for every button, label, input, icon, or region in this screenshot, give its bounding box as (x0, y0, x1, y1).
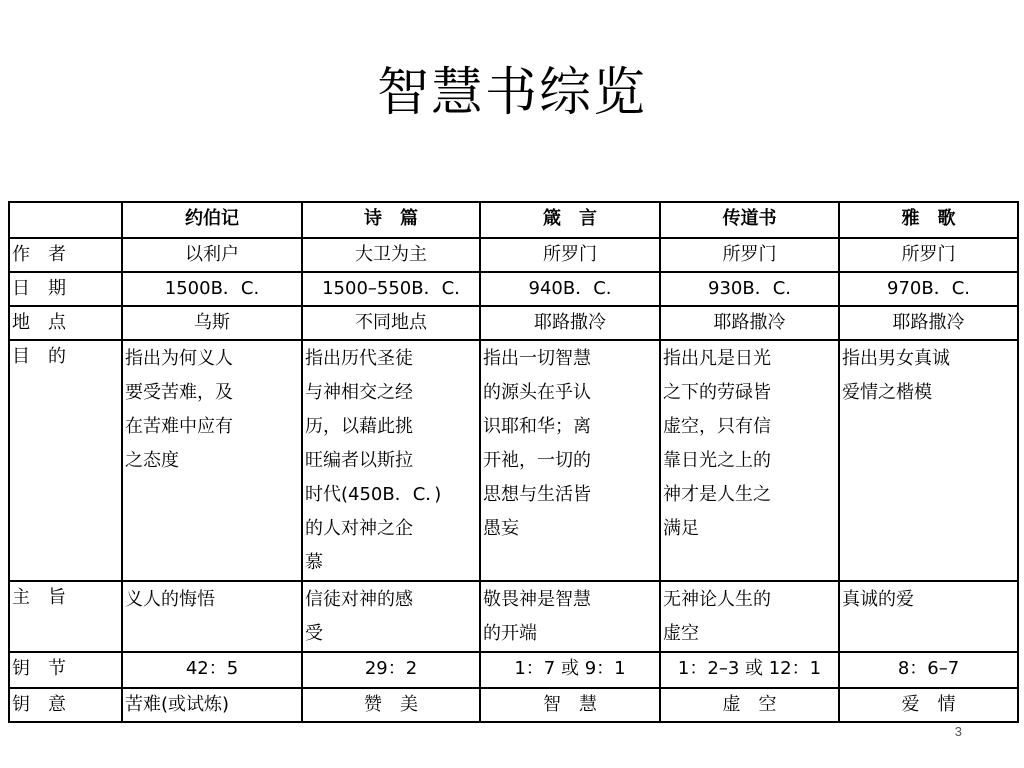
cell-text: 指出历代圣徒 与神相交之经 历，以藉此挑 旺编者以斯拉 时代(450B．C．) 的人对神之企 慕 (305, 348, 442, 573)
table-cell (660, 340, 839, 581)
table-cell (839, 581, 1018, 652)
row-label-place: 地 点 (9, 306, 122, 340)
table-cell (122, 340, 302, 581)
table-cell: 耶路撒冷 (660, 306, 839, 340)
table-cell: 耶路撒冷 (480, 306, 660, 340)
table-cell: 爱 情 (839, 688, 1018, 722)
row-label-purpose: 目 的 (9, 340, 122, 581)
cell-text: 指出男女真诚 爱情之楷模 (842, 348, 950, 403)
cell-text: 信徒对神的感 受 (305, 589, 413, 644)
table-header-row (9, 202, 1018, 238)
row-label-author: 作 者 (9, 238, 122, 272)
slide-title: 智慧书综览 (376, 63, 647, 123)
table-row-date (9, 272, 1018, 306)
cell-text: 敬畏神是智慧 的开端 (483, 589, 591, 644)
row-label-key-idea: 钥 意 (9, 688, 122, 722)
table-row-key-verse (9, 652, 1018, 688)
header-psalms: 诗 篇 (302, 202, 480, 238)
table-cell (480, 581, 660, 652)
table-cell: 苦难(或试炼) (122, 688, 302, 722)
table-cell: 930B．C. (660, 272, 839, 306)
row-label-key-verse: 钥 节 (9, 652, 122, 688)
table-cell: 以利户 (122, 238, 302, 272)
table-cell (302, 340, 480, 581)
table-cell (480, 340, 660, 581)
table-cell: 大卫为主 (302, 238, 480, 272)
table-row-theme (9, 581, 1018, 652)
table-cell: 29：2 (302, 652, 480, 688)
wisdom-books-table (8, 201, 1019, 723)
table-cell: 不同地点 (302, 306, 480, 340)
header-corner-cell (9, 202, 122, 238)
table-cell: 耶路撒冷 (839, 306, 1018, 340)
table-cell (839, 340, 1018, 581)
table-cell (302, 581, 480, 652)
table-cell: 42：5 (122, 652, 302, 688)
cell-text: 指出为何义人 要受苦难，及 在苦难中应有 之态度 (125, 348, 233, 471)
cell-text: 真诚的爱 (842, 589, 914, 610)
cell-text: 指出凡是日光 之下的劳碌皆 虚空，只有信 靠日光之上的 神才是人生之 满足 (663, 348, 771, 539)
table-cell: 940B．C. (480, 272, 660, 306)
table-cell: 赞 美 (302, 688, 480, 722)
header-ecclesiastes: 传道书 (660, 202, 839, 238)
table-cell: 970B．C. (839, 272, 1018, 306)
cell-text: 指出一切智慧 的源头在乎认 识耶和华；离 开祂，一切的 思想与生活皆 愚妄 (483, 348, 591, 539)
row-label-theme: 主 旨 (9, 581, 122, 652)
table-cell: 1500–550B．C. (302, 272, 480, 306)
table-cell (122, 581, 302, 652)
table-cell: 乌斯 (122, 306, 302, 340)
table-cell: 所罗门 (660, 238, 839, 272)
table-cell: 8：6–7 (839, 652, 1018, 688)
header-song-of-songs: 雅 歌 (839, 202, 1018, 238)
cell-text: 义人的悔悟 (125, 589, 215, 610)
table-row-key-idea (9, 688, 1018, 722)
table-cell: 1：7 或 9：1 (480, 652, 660, 688)
cell-text: 无神论人生的 虚空 (663, 589, 771, 644)
table-cell (660, 581, 839, 652)
table-row-purpose (9, 340, 1018, 581)
page-number: 3 (954, 724, 962, 739)
table-cell: 1：2–3 或 12：1 (660, 652, 839, 688)
row-label-date: 日 期 (9, 272, 122, 306)
table-row-author (9, 238, 1018, 272)
header-job: 约伯记 (122, 202, 302, 238)
table-cell: 1500B．C. (122, 272, 302, 306)
table-cell: 虚 空 (660, 688, 839, 722)
table-cell: 所罗门 (839, 238, 1018, 272)
table-row-place (9, 306, 1018, 340)
table-cell: 所罗门 (480, 238, 660, 272)
header-proverbs: 箴 言 (480, 202, 660, 238)
table-cell: 智 慧 (480, 688, 660, 722)
